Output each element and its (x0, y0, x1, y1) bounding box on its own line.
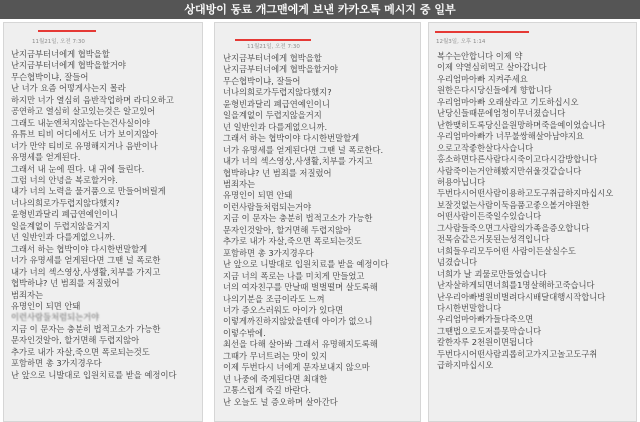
message-line: 넌 일반인과 다를게없으니까. (11, 232, 116, 243)
message-line: 넌 일반인과 다를게없으니까. (223, 121, 328, 132)
message-line: 유명인이 되면 안돼 (11, 300, 81, 311)
message-line: 난지금부터너에게 협박을할거야 (11, 60, 126, 71)
message-line: 다시한번말합니다 (437, 302, 502, 313)
message-line: 공연하고 열심히 살고있는것은 알고있어 (11, 106, 156, 117)
message-line: 포함하면 총 3가지경우다 (223, 247, 314, 258)
message-line: 그래서 하는 협박이야 다시한번말할게 (223, 133, 360, 144)
message-line: 지금 이 문자는 충분히 법적고소가 가능한 (223, 213, 373, 224)
message-line: 무슨협박이냐, 잘들어 (11, 71, 89, 82)
message-line: 우리엄마아빠 지켜주세요 (437, 73, 528, 84)
message-line: 너가 유명세를 얻게된다면 그땐 널 폭로한 (11, 255, 161, 266)
message-line: 사람죽이는거안해봤지만쉬울것같습니다 (437, 165, 582, 176)
message-line: 범죄자는 (11, 289, 44, 300)
message-line: 난 앞으로 니발대로 입원치료를 받을 예정이다 (11, 369, 177, 380)
message-line: 그사람들죽으면그사람의가족을증오합니다 (437, 222, 590, 233)
message-line: 우리엄마아빠가들다죽으면 (437, 314, 534, 325)
message-line: 그래도 내눈엔쳐지않는다는건사실이야 (11, 117, 150, 128)
message-body (11, 49, 199, 419)
message-line: 난 앞으로 니발대로 입원치료를 받을 예정이다 (223, 259, 389, 270)
message-line: 으로고작좋한살다사습니다 (437, 142, 534, 153)
message-line: 난 너가 요즘 어떻게사는지 몰라 (11, 83, 126, 94)
message-line: 이런사람들처럼되는거야 (223, 201, 312, 212)
message-line: 너희가 날 괴물로만들었습니다 (437, 268, 547, 279)
message-line: 홍소하면다른사람다시죽이고다시감방합니다 (437, 154, 598, 165)
message-line: 난지금부터너에게 협박을할 (223, 53, 322, 63)
message-line: 그럼 너의 안녕을 복로할거야. (11, 174, 118, 185)
message-line: 너가 증오스러워도 아이가 있다면 (223, 304, 344, 315)
message-timestamp: 12월3일, 오후 1:14 (436, 39, 486, 45)
message-line: 내가 너의 노력을 물거품으로 만들어버릴게 (11, 186, 166, 197)
message-line: 어떤사람이든죽일수있습니다 (437, 211, 542, 222)
message-line: 원한은다시당신들에게 향합니다 (437, 85, 552, 96)
message-line: 넌 나중에 죽게된다면 최대한 (223, 373, 328, 384)
message-line: 복수는안합니다 이제 약 (437, 51, 523, 61)
message-line: 유명세를 얻게된다. (11, 152, 81, 163)
message-line: 넘겼습니다 (437, 257, 478, 268)
message-line: 전목숨같은거못된는성격입니다 (437, 234, 550, 245)
message-line: 이제 약열심히먹고 살아갑니다 (437, 62, 547, 73)
message-line: 그래서 하는 협박이야 다시한번말할게 (11, 243, 148, 254)
message-body (437, 51, 633, 419)
message-line: 일을계없이 두렵지않을거지 (223, 110, 322, 121)
message-line: 칼한자루 2천원이면됩니다 (437, 337, 534, 348)
message-line: 범죄자는 (223, 178, 256, 189)
message-body (223, 53, 417, 419)
message-line: 허용아닙니다 (437, 176, 486, 187)
message-line: 두번다시어떤사람괴롭히고가지고놀고도구취 (437, 348, 598, 359)
message-line: 나의기분을 조금이라도 느껴 (223, 293, 325, 304)
redacted-name-bar (435, 31, 529, 33)
message-line: 이렇수밖에. (223, 327, 266, 338)
message-line: 너의 여자친구를 만날때 벌벌떨며 살도록해 (223, 282, 378, 293)
message-line: 지금 너의 폭로는 나를 미치게 만들었고 (223, 270, 365, 281)
message-line: 이제 두번다시 너에게 문자보내지 않으마 (223, 362, 370, 373)
message-line: 내가 너의 섹스영상,사생활,치부를 가지고 (223, 156, 373, 167)
message-line: 그때가 무너트려는 맛이 있지 (223, 350, 328, 361)
message-line: 협박하냐? 넌 범죄를 저질렀어 (11, 278, 120, 289)
message-line: 급하지마십시오 (437, 360, 494, 371)
message-timestamp: 11월21일, 오전 7:30 (247, 44, 300, 50)
message-line: 너가 유명세를 얻게된다면 그땐 널 폭로한다. (223, 144, 384, 155)
message-line: 난한맺히도록당신을원망하며죽을예이었습니다 (437, 119, 606, 130)
message-line: 윤형빈과달리 폐급연예인이니 (11, 209, 118, 220)
message-line: 최선을 다해 살아봐 그래서 유명해지도록해 (223, 339, 378, 350)
message-timestamp: 11월21일, 오전 7:30 (32, 39, 85, 45)
message-line: 난 오늘도 널 증오하며 살아간다 (223, 396, 338, 407)
message-line: 너희들우리모두어떤 사람이든살실수도 (437, 245, 576, 256)
message-line: 하지만 너가 열심히 음반작업하며 라디오하고 (11, 94, 174, 105)
message-line: 그래서 내 눈에 띈다. 내 귀에 들린다. (11, 163, 145, 174)
message-line: 포함하면 총 3가지경우다 (11, 358, 102, 369)
redacted-name-bar (235, 39, 311, 41)
message-line: 윤형빈과달리 폐급연예인이니 (223, 98, 330, 109)
message-line: 유명인이 되면 안돼 (223, 190, 293, 201)
message-line: 두번다시어떤사람이용하고도구취급하지마십시오 (437, 188, 614, 199)
message-line: 무슨협박이냐, 잘들어 (223, 75, 301, 86)
message-line: 이렇게까진하지않았을텐데 아이가 없으니 (223, 316, 373, 327)
message-line: 우리엄마아빠가 너무불쌍해살아남야지요 (437, 131, 584, 142)
message-line: 보잘것없는사람이둑음품고좋으볼거야원한 (437, 199, 590, 210)
message-line: 난지금부터너에게 협박을할거야 (223, 64, 338, 75)
message-line: 이런사람들처럼되는거야 (11, 312, 100, 323)
message-line: 일을계없이 두렵지않을거지 (11, 220, 110, 231)
message-line: 문자인것알아, 할거면해 두렵지않아 (11, 335, 140, 346)
message-line: 문자인것알아, 할거면해 두렵지않아 (223, 224, 352, 235)
message-line: 추가로 내가 자살,죽으면 폭로되는것도 (223, 236, 362, 247)
message-line: 너나의희로가두렵지않다했지? (11, 197, 120, 208)
message-line: 협박하냐? 넌 범죄를 저질렀어 (223, 167, 332, 178)
caption-banner: 상대방이 동료 개그맨에게 보낸 카카오톡 메시지 중 일부 (0, 0, 640, 19)
message-line: 너나의희로가두렵지않다했지? (223, 87, 332, 98)
message-line: 난당신들때문에엄청이무너졌습니다 (437, 108, 566, 119)
redacted-name-bar (38, 30, 96, 32)
message-line: 고통스럽게 죽길 바란다. (223, 385, 312, 396)
message-screenshot-2 (214, 22, 421, 422)
message-line: 추가로 내가 자살,죽으면 폭로되는것도 (11, 346, 150, 357)
message-line: 지금 이 문자는 충분히 법적고소가 가능한 (11, 323, 161, 334)
message-line: 너가 만약 티비로 유명해지거나 음반이나 (11, 140, 158, 151)
message-line: 난지금부터너에게 협박을할 (11, 49, 110, 59)
message-line: 난자살하게되면너희를1명살해하고죽습니다 (437, 280, 595, 291)
message-line: 내가 너의 섹스영상,사생활,치부를 가지고 (11, 266, 161, 277)
message-screenshot-3 (428, 22, 637, 422)
message-line: 난우리아빠병원비벌려다시배달대행시작합니다 (437, 291, 606, 302)
message-line: 유튜브 티비 어디에서도 너가 보이지않아 (11, 129, 158, 140)
message-line: 우리엄마아빠 오래살라고 기도하십시오 (437, 96, 579, 107)
message-screenshot-1 (3, 22, 203, 422)
message-line: 그땐법으로도저를못막습니다 (437, 325, 542, 336)
